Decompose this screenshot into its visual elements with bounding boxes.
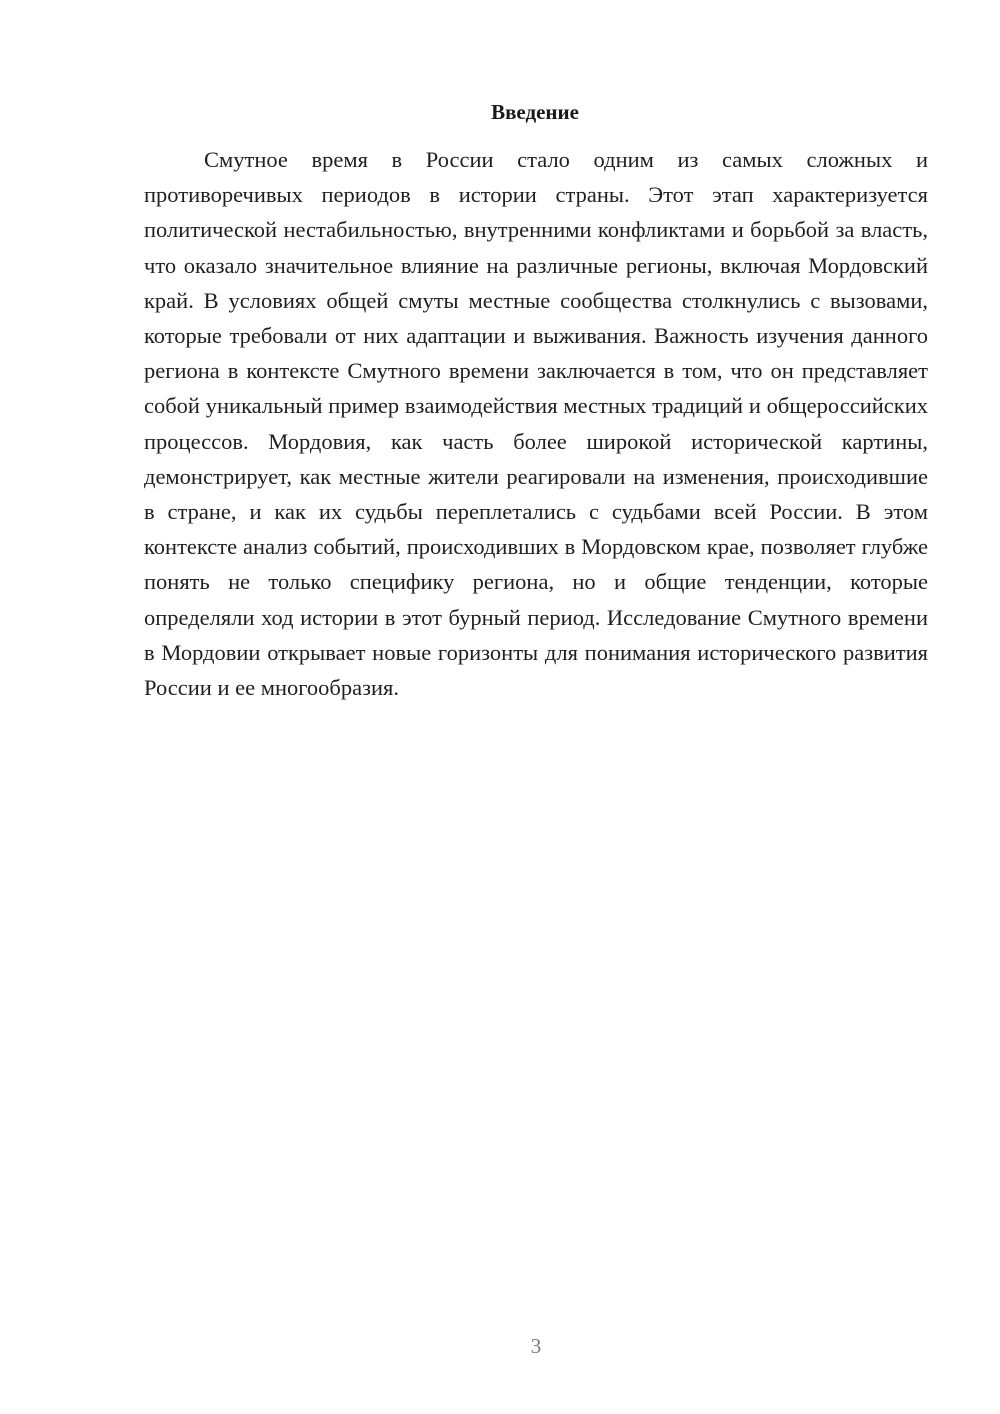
page-number: 3	[530, 1334, 542, 1358]
section-heading: Введение	[491, 100, 579, 124]
body-paragraph: Смутное время в России стало одним из самых сложных и противоречивых периодов в истории страны. Этот этап характеризуется политической нестабильностью, внутренними конфликтами и борьбой за власть, что оказало значительное влияние на различные регионы, включая Мордовский край. В условиях общей смуты местные сообщества столкнулись с вызовами, которые требовали от них адаптации и выживания. Важность изучения данного региона в контексте Смутного времени заключается в том, что он представляет собой уникальный пример взаимодействия местных традиций и общероссийских процессов. Мордовия, как часть более широкой исторической картины, демонстрирует, как местные жители реагировали на изменения, происходившие в стране, и как их судьбы переплетались с судьбами всей России. В этом контексте анализ событий, происходивших в Мордовском крае, позволяет глубже понять не только специфику региона, но и общие тенденции, которые определяли ход истории в этот бурный период. Исследование Смутного времени в Мордовии открывает новые горизонты для понимания исторического развития России и ее многообразия.	[144, 147, 928, 701]
